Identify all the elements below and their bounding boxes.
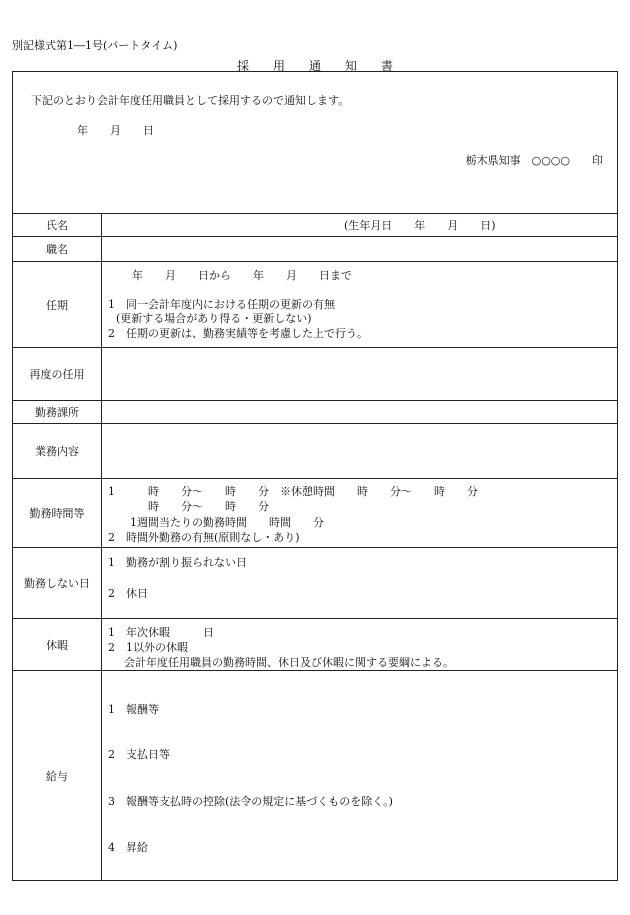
row-position bbox=[13, 237, 617, 262]
label-position: 職名 bbox=[13, 237, 102, 261]
row-salary bbox=[13, 671, 617, 880]
hours-weekly: 1週間当たりの勤務時間 時間 分 bbox=[130, 516, 324, 529]
form-number: 別記様式第1―1号(パートタイム) bbox=[12, 39, 178, 52]
salary-item-4: 4 昇給 bbox=[108, 841, 148, 854]
non-working-item-1: 1 勤務が割り振られない日 bbox=[108, 556, 247, 569]
hours-overtime: 2 時間外勤務の有無(原則なし・あり) bbox=[108, 531, 300, 544]
row-duties bbox=[13, 424, 617, 479]
birth-date: (生年月日 年 月 日) bbox=[344, 219, 496, 232]
row-name bbox=[13, 213, 617, 237]
term-field[interactable] bbox=[102, 262, 617, 347]
label-duties: 業務内容 bbox=[13, 424, 102, 478]
row-hours bbox=[13, 479, 617, 548]
row-reappointment bbox=[13, 348, 617, 401]
term-renewal: 1 同一会計年度内における任期の更新の有無 bbox=[108, 298, 335, 311]
non-working-field[interactable] bbox=[102, 548, 617, 618]
row-term bbox=[13, 262, 617, 348]
label-reappointment: 再度の任用 bbox=[13, 348, 102, 400]
hours-field[interactable] bbox=[102, 479, 617, 547]
leave-field[interactable] bbox=[102, 619, 617, 670]
notice-header bbox=[13, 72, 617, 214]
label-workplace: 勤務課所 bbox=[13, 401, 102, 423]
salary-item-3: 3 報酬等支払時の控除(法令の規定に基づくものを除く。) bbox=[108, 795, 393, 808]
notice-date: 年 月 日 bbox=[77, 124, 154, 137]
signer: 栃木県知事 ○○○○ 印 bbox=[465, 154, 603, 167]
workplace-field[interactable] bbox=[102, 401, 617, 423]
notice-text: 下記のとおり会計年度任用職員として採用するので通知します。 bbox=[31, 94, 350, 107]
salary-item-2: 2 支払日等 bbox=[108, 748, 170, 761]
hours-line-2: 時 分～ 時 分 bbox=[148, 500, 269, 513]
notice-form bbox=[12, 71, 618, 881]
label-name: 氏名 bbox=[13, 213, 102, 236]
duties-field[interactable] bbox=[102, 424, 617, 478]
position-field[interactable] bbox=[102, 237, 617, 261]
term-period: 年 月 日から 年 月 日まで bbox=[132, 269, 352, 282]
leave-item-1: 1 年次休暇 日 bbox=[108, 626, 214, 639]
row-non-working bbox=[13, 548, 617, 619]
label-term: 任期 bbox=[13, 262, 102, 347]
row-leave bbox=[13, 619, 617, 671]
row-workplace bbox=[13, 401, 617, 424]
hours-line-1: 1 時 分～ 時 分 ※休憩時間 時 分～ 時 分 bbox=[108, 485, 478, 498]
salary-field[interactable] bbox=[102, 671, 617, 880]
non-working-item-2: 2 休日 bbox=[108, 587, 148, 600]
salary-item-1: 1 報酬等 bbox=[108, 703, 159, 716]
label-leave: 休暇 bbox=[13, 619, 102, 670]
term-renewal-note: 2 任期の更新は、勤務実績等を考慮した上で行う。 bbox=[108, 327, 368, 340]
term-renewal-option: (更新する場合があり得る・更新しない) bbox=[116, 312, 312, 325]
reappointment-field[interactable] bbox=[102, 348, 617, 400]
document-title: 採 用 通 知 書 bbox=[236, 59, 393, 73]
name-field[interactable] bbox=[102, 213, 617, 236]
leave-item-2: 2 1以外の休暇 bbox=[108, 641, 188, 654]
leave-rule: 会計年度任用職員の勤務時間、休日及び休暇に関する要綱による。 bbox=[124, 656, 454, 669]
label-non-working: 勤務しない日 bbox=[13, 548, 102, 618]
label-salary: 給与 bbox=[13, 671, 102, 880]
label-hours: 勤務時間等 bbox=[13, 479, 102, 547]
